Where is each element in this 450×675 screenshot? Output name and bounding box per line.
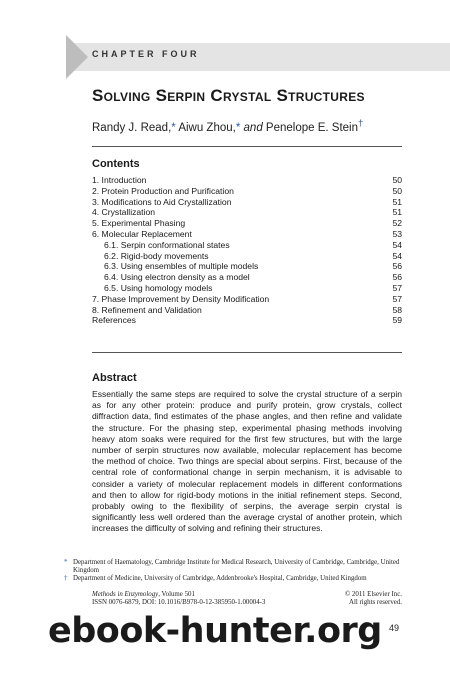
toc-entry-label: References <box>92 315 136 326</box>
footnote <box>64 559 404 575</box>
toc-entry-label: 6.4. Using electron density as a model <box>104 272 250 283</box>
journal-volume: , Volume 501 <box>158 591 195 598</box>
abstract-heading: Abstract <box>92 372 137 384</box>
toc-entry-page: 53 <box>392 228 402 239</box>
toc-entry-label: 1. Introduction <box>92 175 147 185</box>
toc-entry-page: 56 <box>392 261 402 272</box>
toc-entry-page: 54 <box>392 239 402 250</box>
toc-entry[interactable] <box>92 186 402 197</box>
page-number: 49 <box>389 623 400 633</box>
author-zhou: Aiwu Zhou, <box>178 121 236 134</box>
chapter-label: CHAPTER FOUR <box>92 49 200 59</box>
toc-entry-page: 56 <box>392 272 402 283</box>
toc-entry[interactable] <box>92 218 402 229</box>
toc-entry-label: 6. Molecular Replacement <box>92 228 192 239</box>
author-read: Randy J. Read, <box>92 121 172 134</box>
issn-doi: ISSN 0076-6879, DOI: 10.1016/B978-0-12-385950-1.00004-3 <box>92 599 266 607</box>
rights: All rights reserved. <box>348 599 402 607</box>
toc-entry-page: 59 <box>392 315 402 326</box>
toc-entry-label: 8. Refinement and Validation <box>92 304 202 315</box>
toc-entry[interactable] <box>92 315 402 326</box>
toc-entry-label: 6.2. Rigid-body movements <box>104 250 209 261</box>
footnote-mark: * <box>64 559 68 566</box>
toc-entry-label: 2. Protein Production and Purification <box>92 185 234 196</box>
contents-heading: Contents <box>92 158 140 170</box>
toc-entry-label: 6.1. Serpin conformational states <box>104 239 230 250</box>
toc-entry-page: 58 <box>392 304 402 315</box>
toc-entry[interactable] <box>92 305 402 316</box>
footnote-text: Department of Medicine, University of Cambridge, Addenbrooke's Hospital, Cambridge, United Kingdom <box>73 575 367 583</box>
toc-entry-label: 4. Crystallization <box>92 207 156 218</box>
toc-entry[interactable] <box>92 251 402 262</box>
toc-entry[interactable] <box>92 272 402 283</box>
affiliation-mark-star[interactable]: * <box>171 121 176 134</box>
toc-entry[interactable] <box>92 175 402 186</box>
toc-entry-page: 51 <box>392 207 402 218</box>
footnotes <box>64 559 404 584</box>
chapter-arrow-icon <box>66 35 88 79</box>
toc-entry-label: 6.5. Using homology models <box>104 282 213 293</box>
toc-entry-page: 50 <box>392 175 402 185</box>
toc-entry-page: 51 <box>392 196 402 207</box>
table-of-contents <box>92 175 402 326</box>
toc-entry[interactable] <box>92 229 402 240</box>
affiliation-mark-dagger[interactable]: † <box>358 118 364 129</box>
chapter-title: Solving Serpin Crystal Structures <box>92 86 365 105</box>
toc-entry-label: 5. Experimental Phasing <box>92 218 186 229</box>
footnote-mark: † <box>64 575 68 583</box>
toc-entry[interactable] <box>92 261 402 272</box>
toc-entry[interactable] <box>92 294 402 305</box>
footnote <box>64 575 404 583</box>
watermark: ebook-hunter.org <box>48 611 382 651</box>
divider <box>92 146 402 147</box>
toc-entry-page: 50 <box>392 185 402 196</box>
toc-entry[interactable] <box>92 197 402 208</box>
toc-entry-page: 57 <box>392 293 402 304</box>
toc-entry-label: 3. Modifications to Aid Crystallization <box>92 196 232 207</box>
toc-entry[interactable] <box>92 283 402 294</box>
affiliation-mark-star[interactable]: * <box>235 121 241 134</box>
abstract-text: Essentially the same steps are required to solve the crystal structure of a serpin as for any other protein: produce and purify protein, grow crystals, collect diffraction data, find estimates of the phase angles, and then refine and validate the structure. For the phasing step, experimental phasing methods involving heavy atom soaks were required for the first few structures, but with the large number of serpin structures now available, molecular replacement has become the method of choice. Two things are special about serpins. First, because of the central role of conformational change in serpin mechanism, it is advisable to consider a variety of molecular replacement models in different conformations and then to allow for rigid-body motions in the initial refinement steps. Second, probably owing to the flexibility of serpins, the average serpin crystal is significantly less well ordered than the average crystal of another protein, which increases the difficulty of solving and refining their structures. <box>92 389 402 534</box>
footnote-text: Department of Haematology, Cambridge Institute for Medical Research, University of Cambridge, Cambridge, United Kingdom <box>73 559 400 575</box>
author-list <box>92 118 363 134</box>
author-stein: Penelope E. Stein <box>265 121 358 134</box>
toc-entry-label: 7. Phase Improvement by Density Modification <box>92 293 270 304</box>
page-footer <box>92 591 402 608</box>
toc-entry-label: 6.3. Using ensembles of multiple models <box>104 261 259 272</box>
toc-entry-page: 52 <box>392 218 402 229</box>
author-conjunction: and <box>243 121 263 134</box>
toc-entry-page: 54 <box>392 250 402 261</box>
divider <box>92 352 402 353</box>
toc-entry-page: 57 <box>392 282 402 293</box>
toc-entry[interactable] <box>92 240 402 251</box>
copyright: © 2011 Elsevier Inc. <box>344 591 402 598</box>
journal-name: Methods in Enzymology <box>92 591 159 598</box>
toc-entry[interactable] <box>92 207 402 218</box>
